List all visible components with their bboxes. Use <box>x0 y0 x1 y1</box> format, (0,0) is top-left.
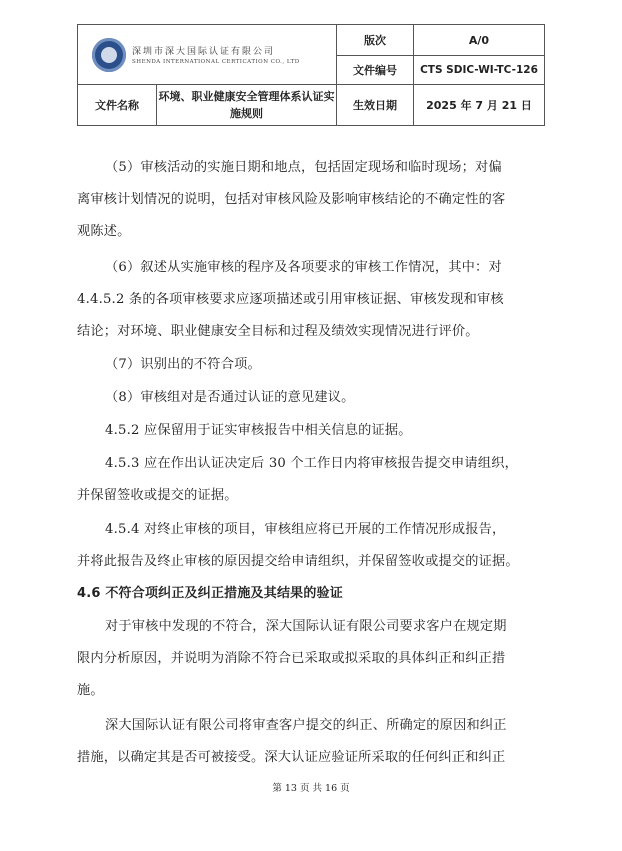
effective-date-label: 生效日期 <box>337 85 414 126</box>
paragraph-line: 4.5.3 应在作出认证决定后 30 个工作日内将审核报告提交申请组织， <box>105 456 518 471</box>
paragraph-line: 4.5.2 应保留用于证实审核报告中相关信息的证据。 <box>105 423 412 438</box>
paragraph-line: 限内分析原因，并说明为消除不符合已采取或拟采取的具体纠正和纠正措 <box>77 651 506 666</box>
document-name-label: 文件名称 <box>78 85 157 125</box>
logo-chinese-name: 深圳市深大国际认证有限公司 <box>132 47 276 57</box>
version-value: A/0 <box>414 25 545 56</box>
document-name-value-line1: 环境、职业健康安全管理体系认证实 <box>158 90 335 103</box>
company-logo-icon <box>92 38 126 72</box>
paragraph-line: （6）叙述从实施审核的程序及各项要求的审核工作情况，其中：对 <box>105 260 502 275</box>
paragraph-line: （7）识别出的不符合项。 <box>105 357 261 372</box>
document-name-value-line2: 施规则 <box>230 107 263 120</box>
paragraph-line: 离审核计划情况的说明，包括对审核风险及影响审核结论的不确定性的客 <box>77 192 506 207</box>
logo-english-name: SHENDA INTERNATIONAL CERTICATION CO., LTD <box>132 59 300 65</box>
page-number: 第 13 页 共 16 页 <box>272 783 350 794</box>
paragraph-line: 4.5.4 对终止审核的项目，审核组应将已开展的工作情况形成报告， <box>105 522 506 537</box>
effective-date-value: 2025 年 7 月 21 日 <box>414 85 545 126</box>
section-heading: 4.6 不符合项纠正及纠正措施及其结果的验证 <box>77 586 343 601</box>
paragraph-line: 施。 <box>77 683 104 698</box>
paragraph-line: 措施，以确定其是否可被接受。深大认证应验证所采取的任何纠正和纠正 <box>77 750 506 765</box>
paragraph-line: 并将此报告及终止审核的原因提交给申请组织，并保留签收或提交的证据。 <box>77 554 519 569</box>
document-header-table <box>77 24 545 126</box>
document-number-value: CTS SDIC-WI-TC-126 <box>414 56 545 85</box>
logo-cell <box>78 25 337 85</box>
paragraph-line: 对于审核中发现的不符合，深大国际认证有限公司要求客户在规定期 <box>105 619 507 634</box>
paragraph-line: 深大国际认证有限公司将审查客户提交的纠正、所确定的原因和纠正 <box>105 718 507 733</box>
paragraph-line: 结论；对环境、职业健康安全目标和过程及绩效实现情况进行评价。 <box>77 324 479 339</box>
paragraph-line: （8）审核组对是否通过认证的意见建议。 <box>105 390 355 405</box>
version-label: 版次 <box>337 25 414 56</box>
paragraph-line: （5）审核活动的实施日期和地点，包括固定现场和临时现场；对偏 <box>105 160 502 175</box>
document-number-label: 文件编号 <box>337 56 414 85</box>
paragraph-line: 并保留签收或提交的证据。 <box>77 488 238 503</box>
docname-row-cell <box>78 85 337 126</box>
paragraph-line: 观陈述。 <box>77 224 131 239</box>
paragraph-line: 4.4.5.2 条的各项审核要求应逐项描述或引用审核证据、审核发现和审核 <box>77 292 504 307</box>
